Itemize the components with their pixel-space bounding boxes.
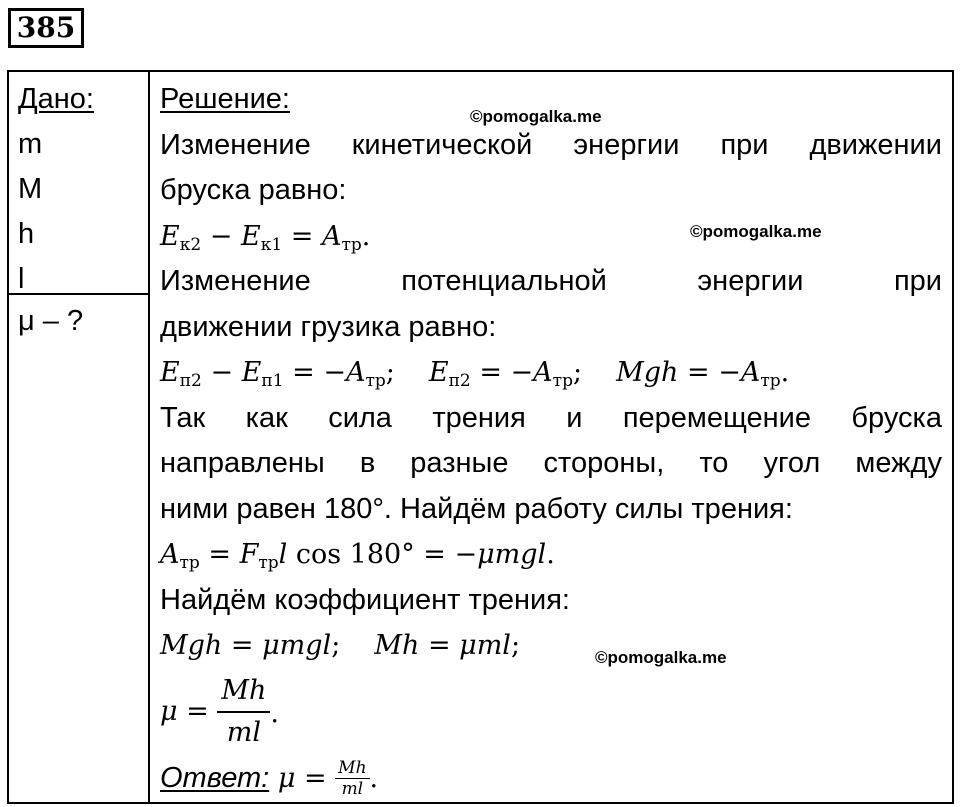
given-item-l: l: [18, 263, 25, 295]
watermark: ©pomogalka.me: [690, 222, 822, 241]
solution-header: Решение:: [160, 83, 290, 115]
problem-number: 385: [8, 8, 84, 48]
solution-line-11: Найдём коэффициент трения:: [160, 583, 570, 616]
column-divider: [148, 70, 150, 804]
given-item-h: h: [18, 218, 35, 250]
solution-line-2: бруска равно:: [160, 174, 347, 206]
given-header: Дано:: [18, 83, 94, 115]
watermark: ©pomogalka.me: [595, 648, 727, 667]
answer-line: [160, 755, 942, 803]
solution-line-4: [160, 259, 942, 305]
line1-word: кинетической: [351, 128, 533, 161]
line4-word: потенциальной: [401, 265, 607, 297]
line1-word: энергии: [573, 128, 680, 161]
line4-word: энергии: [697, 265, 804, 297]
answer-fraction: $\frac{Mh}{ml}$: [335, 758, 369, 799]
formula-potential: $E_{п2} - E_{п1} = -A_{тр}$; $E_{п2} = -A_{тр}$; Mgh = $-A_{тр}$.: [160, 357, 790, 391]
solution-line-7: Так как сила трения и перемещение бруска: [160, 401, 942, 434]
formula-mu: μ = $\frac{Mh}{ml}$ .: [160, 669, 942, 755]
solution-line-9: ними равен 180°. Найдём работу силы трения:: [160, 492, 793, 525]
line4-word: при: [893, 265, 942, 297]
line1-word: при: [720, 128, 769, 161]
formula-work: $A_{тр} = F_{тр}l$ cos 180° = −μmgl.: [160, 539, 555, 573]
line1-word: Изменение: [160, 128, 311, 161]
solution-column: [160, 77, 942, 803]
given-item-m: m: [18, 128, 43, 160]
solution-line-1: [160, 123, 942, 169]
formula-equation: Mgh = μmgl; Mh = μml;: [160, 630, 521, 661]
fraction-mh-ml: $\frac{Mh}{ml}$: [217, 673, 270, 751]
given-item-M: M: [18, 173, 43, 205]
answer-formula: μ = $\frac{Mh}{ml}$ .: [269, 758, 379, 799]
given-column: [18, 77, 94, 302]
line4-word: Изменение: [160, 265, 311, 297]
find-item: μ – ?: [18, 305, 84, 337]
solution-line-8: направлены в разные стороны, то угол между: [160, 447, 942, 479]
solution-line-5: движении грузика равно:: [160, 310, 497, 343]
answer-label: Ответ:: [160, 762, 270, 794]
formula-kinetic: $E_{к2} - E_{к1} = A_{тр}$.: [160, 220, 371, 255]
line1-word: движении: [809, 128, 942, 161]
watermark: ©pomogalka.me: [470, 107, 602, 126]
